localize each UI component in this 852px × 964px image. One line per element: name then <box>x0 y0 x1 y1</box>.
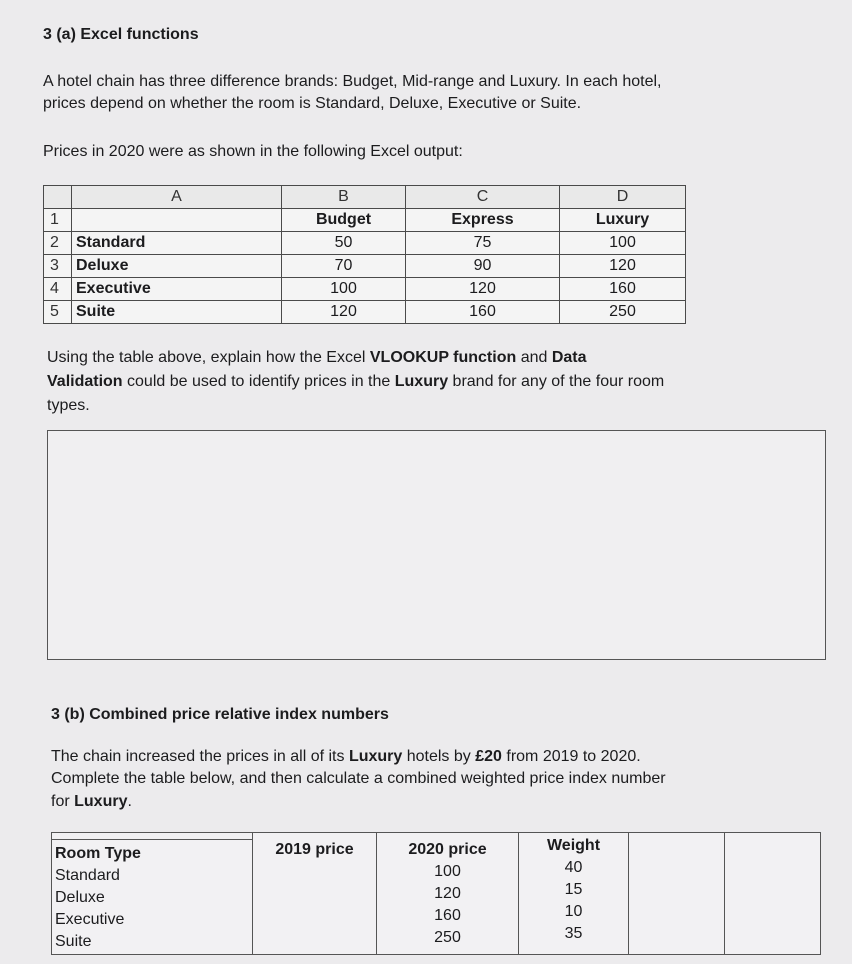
instruction-text: . <box>127 793 132 810</box>
column-header-c: C <box>406 186 560 209</box>
question-text: Using the table above, explain how the Excel <box>47 349 370 366</box>
express-price: 160 <box>406 301 560 324</box>
question-line-2 <box>47 371 664 393</box>
express-price: 75 <box>406 232 560 255</box>
price-2020-value: 160 <box>434 907 461 924</box>
brand-header-luxury: Luxury <box>560 209 686 232</box>
blank-column-1[interactable] <box>629 833 725 955</box>
instruction-line-2: Complete the table below, and then calculate a combined weighted price index number <box>51 770 666 787</box>
instruction-text: The chain increased the prices in all of its <box>51 748 349 765</box>
instruction-bold-amount: £20 <box>475 748 502 765</box>
luxury-price: 120 <box>560 255 686 278</box>
row-number: 1 <box>44 209 72 232</box>
instruction-bold-luxury: Luxury <box>348 748 403 765</box>
row-number: 3 <box>44 255 72 278</box>
section-a-heading: 3 (a) Excel functions <box>43 26 199 43</box>
column-header-d: D <box>560 186 686 209</box>
cell-a1 <box>72 209 282 232</box>
question-text: could be used to identify prices in the <box>122 373 395 390</box>
weight-header: Weight <box>546 837 601 854</box>
budget-price: 50 <box>282 232 406 255</box>
room-type-header: Room Type <box>55 845 141 862</box>
instruction-text: for <box>51 793 75 810</box>
question-bold-vlookup: VLOOKUP function <box>369 349 517 366</box>
express-price: 90 <box>406 255 560 278</box>
weight-value: 40 <box>564 859 583 876</box>
question-line-1 <box>47 347 587 369</box>
question-text: and <box>516 349 552 366</box>
room-label: Executive <box>72 278 282 301</box>
room-label: Deluxe <box>72 255 282 278</box>
price-2020-value: 120 <box>434 885 461 902</box>
intro-line-1: A hotel chain has three difference brands: Budget, Mid-range and Luxury. In each hotel, <box>43 73 662 90</box>
column-header-a: A <box>72 186 282 209</box>
weight-column <box>519 833 629 955</box>
column-header-b: B <box>282 186 406 209</box>
corner-cell <box>44 186 72 209</box>
intro-line-2: prices depend on whether the room is Standard, Deluxe, Executive or Suite. <box>43 95 582 112</box>
question-bold-luxury: Luxury <box>394 373 449 390</box>
row-number: 2 <box>44 232 72 255</box>
weight-value: 35 <box>564 925 583 942</box>
instruction-text: hotels by <box>402 748 476 765</box>
room-type: Deluxe <box>55 889 105 906</box>
question-bold-data: Data <box>551 349 587 366</box>
price-2020-column <box>377 833 519 955</box>
brand-header-budget: Budget <box>282 209 406 232</box>
row-number: 4 <box>44 278 72 301</box>
excel-price-table <box>43 185 686 324</box>
question-bold-validation: Validation <box>47 373 123 390</box>
section-b-heading: 3 (b) Combined price relative index numbers <box>51 706 389 723</box>
instruction-bold-luxury: Luxury <box>74 793 128 810</box>
price-2019-header: 2019 price <box>275 841 354 858</box>
price-2019-column[interactable] <box>253 833 377 955</box>
instruction-text: from 2019 to 2020. <box>501 748 641 765</box>
blank-column-2[interactable] <box>725 833 821 955</box>
budget-price: 70 <box>282 255 406 278</box>
luxury-price: 100 <box>560 232 686 255</box>
luxury-price: 160 <box>560 278 686 301</box>
weight-value: 10 <box>564 903 583 920</box>
room-type: Suite <box>55 933 92 950</box>
question-text: brand for any of the four room <box>448 373 665 390</box>
room-type-column <box>52 833 253 955</box>
instruction-line-1 <box>51 746 641 768</box>
room-label: Suite <box>72 301 282 324</box>
room-type: Executive <box>55 911 125 928</box>
instruction-line-3 <box>51 791 132 813</box>
price-2020-header: 2020 price <box>408 841 487 858</box>
budget-price: 120 <box>282 301 406 324</box>
room-label: Standard <box>72 232 282 255</box>
price-index-table <box>51 832 821 955</box>
row-number: 5 <box>44 301 72 324</box>
express-price: 120 <box>406 278 560 301</box>
luxury-price: 250 <box>560 301 686 324</box>
prices-intro: Prices in 2020 were as shown in the following Excel output: <box>43 143 463 160</box>
price-2020-value: 250 <box>434 929 461 946</box>
weight-value: 15 <box>564 881 583 898</box>
brand-header-express: Express <box>406 209 560 232</box>
room-type: Standard <box>55 867 120 884</box>
budget-price: 100 <box>282 278 406 301</box>
answer-box[interactable] <box>47 430 826 660</box>
price-2020-value: 100 <box>434 863 461 880</box>
question-line-3: types. <box>47 397 90 414</box>
